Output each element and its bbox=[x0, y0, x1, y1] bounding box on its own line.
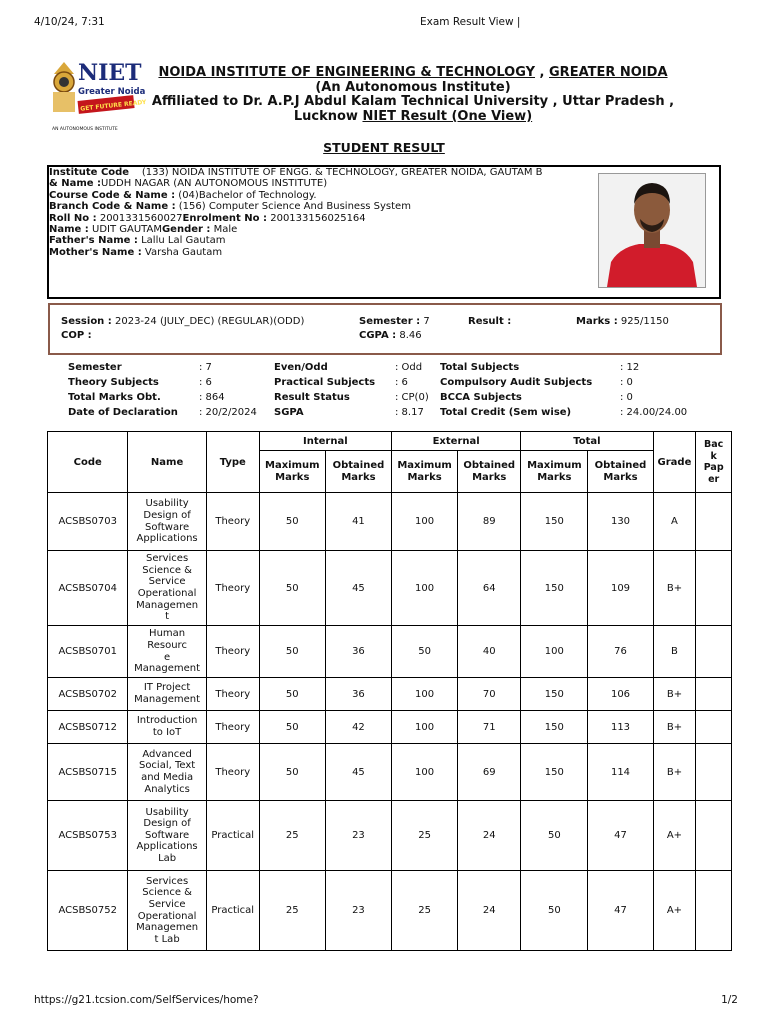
location-prefix: Lucknow bbox=[293, 108, 358, 124]
grade: B+ bbox=[653, 551, 696, 626]
subject-type: Theory bbox=[206, 493, 259, 551]
subject-name: Services Science & Service Operational Managemen t bbox=[128, 551, 206, 626]
header-internal-max: Maximum Marks bbox=[259, 451, 325, 493]
student-name-label: Name : bbox=[49, 224, 89, 236]
internal-max: 50 bbox=[259, 493, 325, 551]
table-row bbox=[48, 678, 732, 711]
subject-type: Theory bbox=[206, 626, 259, 678]
header-name: Name bbox=[128, 432, 206, 493]
total-max: 50 bbox=[521, 801, 588, 871]
header-total: Total bbox=[521, 432, 653, 451]
session-label: Session : bbox=[61, 316, 112, 327]
institute-code-label: Institute Code bbox=[49, 167, 130, 178]
external-max: 50 bbox=[392, 626, 458, 678]
subject-type: Theory bbox=[206, 551, 259, 626]
cgpa-label: CGPA : bbox=[359, 330, 397, 341]
subject-name: IT Project Management bbox=[128, 678, 206, 711]
external-obtained: 70 bbox=[458, 678, 521, 711]
roll-label: Roll No : bbox=[49, 212, 97, 224]
subject-code: ACSBS0752 bbox=[48, 871, 128, 951]
grade: A+ bbox=[653, 871, 696, 951]
external-max: 100 bbox=[392, 744, 458, 801]
marks-table-body bbox=[48, 493, 732, 951]
subject-type: Theory bbox=[206, 711, 259, 744]
internal-obtained: 42 bbox=[325, 711, 391, 744]
summary-evenodd-value: : Odd bbox=[395, 362, 423, 373]
student-info-box bbox=[47, 165, 721, 299]
header-internal: Internal bbox=[259, 432, 391, 451]
subject-type: Practical bbox=[206, 801, 259, 871]
institute-city: GREATER NOIDA bbox=[549, 65, 668, 80]
internal-max: 50 bbox=[259, 626, 325, 678]
summary-result-status-value: : CP(0) bbox=[395, 392, 429, 403]
summary-declaration-value: : 20/2/2024 bbox=[199, 407, 257, 418]
affiliation-line: Affiliated to Dr. A.P.J Abdul Kalam Technical University , Uttar Pradesh , bbox=[151, 94, 675, 109]
total-max: 150 bbox=[521, 711, 588, 744]
institute-separator: , bbox=[535, 65, 550, 80]
subject-type: Practical bbox=[206, 871, 259, 951]
table-row bbox=[48, 711, 732, 744]
header-external-max: Maximum Marks bbox=[392, 451, 458, 493]
external-obtained: 64 bbox=[458, 551, 521, 626]
internal-obtained: 23 bbox=[325, 801, 391, 871]
logo-wordmark: NIET bbox=[78, 60, 142, 86]
subject-name: Usability Design of Software Applications Lab bbox=[128, 801, 206, 871]
summary-row bbox=[68, 392, 708, 407]
summary-row bbox=[68, 407, 708, 422]
branch-value: (156) Computer Science And Business System bbox=[178, 201, 411, 213]
internal-obtained: 36 bbox=[325, 678, 391, 711]
result-label: Result : bbox=[468, 316, 512, 327]
summary-evenodd-label: Even/Odd bbox=[274, 362, 328, 373]
logo-caption: AN AUTONOMOUS INSTITUTE bbox=[52, 127, 118, 132]
session-value: 2023-24 (JULY_DEC) (REGULAR)(ODD) bbox=[114, 316, 305, 327]
enrol-value: 200133156025164 bbox=[270, 212, 366, 224]
external-obtained: 40 bbox=[458, 626, 521, 678]
semester-summary bbox=[68, 362, 708, 422]
summary-practical-value: : 6 bbox=[395, 377, 408, 388]
total-obtained: 47 bbox=[588, 801, 653, 871]
header-back-paper: Bac k Pap er bbox=[696, 432, 732, 493]
total-max: 150 bbox=[521, 678, 588, 711]
mother-value: Varsha Gautam bbox=[144, 246, 223, 258]
total-obtained: 47 bbox=[588, 871, 653, 951]
student-photo bbox=[598, 173, 706, 288]
total-max: 150 bbox=[521, 493, 588, 551]
subject-code: ACSBS0753 bbox=[48, 801, 128, 871]
internal-max: 25 bbox=[259, 871, 325, 951]
total-obtained: 106 bbox=[588, 678, 653, 711]
table-row bbox=[48, 871, 732, 951]
internal-obtained: 41 bbox=[325, 493, 391, 551]
back-paper bbox=[696, 801, 732, 871]
summary-semester-label: Semester bbox=[68, 362, 122, 373]
internal-max: 25 bbox=[259, 801, 325, 871]
total-obtained: 130 bbox=[588, 493, 653, 551]
header-internal-obtained: Obtained Marks bbox=[325, 451, 391, 493]
institute-heading bbox=[138, 66, 688, 124]
institute-name-value: UDDH NAGAR (AN AUTONOMOUS INSTITUTE) bbox=[101, 178, 328, 190]
internal-max: 50 bbox=[259, 551, 325, 626]
back-paper bbox=[696, 871, 732, 951]
cgpa-value: 8.46 bbox=[399, 330, 422, 341]
subject-type: Theory bbox=[206, 744, 259, 801]
total-max: 50 bbox=[521, 871, 588, 951]
niet-result-link[interactable]: NIET Result (One View) bbox=[362, 108, 533, 124]
subject-type: Theory bbox=[206, 678, 259, 711]
back-paper bbox=[696, 711, 732, 744]
total-obtained: 109 bbox=[588, 551, 653, 626]
summary-sgpa-value: : 8.17 bbox=[395, 407, 424, 418]
external-obtained: 24 bbox=[458, 801, 521, 871]
summary-semester-value: : 7 bbox=[199, 362, 212, 373]
summary-practical-label: Practical Subjects bbox=[274, 377, 376, 388]
subject-name: Services Science & Service Operational Managemen t Lab bbox=[128, 871, 206, 951]
internal-obtained: 45 bbox=[325, 744, 391, 801]
back-paper bbox=[696, 626, 732, 678]
subject-code: ACSBS0701 bbox=[48, 626, 128, 678]
print-datetime: 4/10/24, 7:31 bbox=[34, 16, 105, 28]
summary-credit-label: Total Credit (Sem wise) bbox=[440, 407, 572, 418]
marks-value: 925/1150 bbox=[620, 316, 669, 327]
grade: A bbox=[653, 493, 696, 551]
session-summary-box bbox=[48, 303, 722, 355]
grade: B+ bbox=[653, 744, 696, 801]
niet-logo bbox=[50, 58, 147, 136]
subject-code: ACSBS0704 bbox=[48, 551, 128, 626]
table-row bbox=[48, 626, 732, 678]
institute-name: NOIDA INSTITUTE OF ENGINEERING & TECHNOLOGY bbox=[158, 65, 536, 80]
grade: B+ bbox=[653, 711, 696, 744]
external-max: 100 bbox=[392, 551, 458, 626]
subject-code: ACSBS0712 bbox=[48, 711, 128, 744]
logo-subtext: Greater Noida bbox=[78, 87, 146, 97]
student-info-text bbox=[49, 167, 579, 258]
total-max: 150 bbox=[521, 744, 588, 801]
external-obtained: 89 bbox=[458, 493, 521, 551]
table-row bbox=[48, 551, 732, 626]
logo-tagline: GET FUTURE READY bbox=[80, 98, 147, 113]
back-paper bbox=[696, 551, 732, 626]
external-max: 25 bbox=[392, 801, 458, 871]
subject-name: Introduction to IoT bbox=[128, 711, 206, 744]
internal-max: 50 bbox=[259, 711, 325, 744]
external-obtained: 69 bbox=[458, 744, 521, 801]
external-max: 100 bbox=[392, 493, 458, 551]
summary-declaration-label: Date of Declaration bbox=[68, 407, 178, 418]
internal-max: 50 bbox=[259, 678, 325, 711]
subject-code: ACSBS0702 bbox=[48, 678, 128, 711]
institute-code-value: (133) NOIDA INSTITUTE OF ENGG. & TECHNOLOGY, GREATER NOIDA, GAUTAM B bbox=[141, 167, 543, 178]
header-external: External bbox=[392, 432, 521, 451]
back-paper bbox=[696, 744, 732, 801]
summary-credit-value: : 24.00/24.00 bbox=[620, 407, 688, 418]
page-number: 1/2 bbox=[721, 994, 738, 1006]
internal-max: 50 bbox=[259, 744, 325, 801]
internal-obtained: 45 bbox=[325, 551, 391, 626]
subject-name: Usability Design of Software Applications bbox=[128, 493, 206, 551]
header-grade: Grade bbox=[653, 432, 696, 493]
summary-audit-label: Compulsory Audit Subjects bbox=[440, 377, 593, 388]
header-code: Code bbox=[48, 432, 128, 493]
print-url: https://g21.tcsion.com/SelfServices/home? bbox=[34, 994, 259, 1006]
summary-total-subjects-label: Total Subjects bbox=[440, 362, 520, 373]
page-title: STUDENT RESULT bbox=[323, 140, 445, 155]
gender-label: Gender : bbox=[161, 224, 211, 236]
semester-label: Semester : bbox=[359, 316, 421, 327]
enrol-label: Enrolment No : bbox=[182, 212, 268, 224]
table-row bbox=[48, 744, 732, 801]
branch-label: Branch Code & Name : bbox=[49, 201, 176, 213]
gender-value: Male bbox=[213, 224, 238, 236]
subject-name: Advanced Social, Text and Media Analytics bbox=[128, 744, 206, 801]
header-type: Type bbox=[206, 432, 259, 493]
autonomous-label: (An Autonomous Institute) bbox=[315, 79, 511, 95]
grade: B+ bbox=[653, 678, 696, 711]
total-obtained: 113 bbox=[588, 711, 653, 744]
father-label: Father's Name : bbox=[49, 235, 138, 247]
external-obtained: 24 bbox=[458, 871, 521, 951]
cop-label: COP : bbox=[61, 330, 92, 341]
back-paper bbox=[696, 678, 732, 711]
semester-value: 7 bbox=[423, 316, 430, 327]
grade: B bbox=[653, 626, 696, 678]
header-total-max: Maximum Marks bbox=[521, 451, 588, 493]
external-max: 25 bbox=[392, 871, 458, 951]
course-value: (04)Bachelor of Technology. bbox=[178, 189, 317, 201]
summary-theory-label: Theory Subjects bbox=[68, 377, 159, 388]
grade: A+ bbox=[653, 801, 696, 871]
summary-total-marks-label: Total Marks Obt. bbox=[68, 392, 161, 403]
roll-value: 2001331560027 bbox=[99, 212, 183, 224]
print-page-title: Exam Result View | bbox=[420, 16, 521, 28]
summary-sgpa-label: SGPA bbox=[274, 407, 304, 418]
external-max: 100 bbox=[392, 711, 458, 744]
summary-row bbox=[68, 377, 708, 392]
summary-bcca-value: : 0 bbox=[620, 392, 633, 403]
total-obtained: 76 bbox=[588, 626, 653, 678]
total-obtained: 114 bbox=[588, 744, 653, 801]
subject-code: ACSBS0703 bbox=[48, 493, 128, 551]
header-total-obtained: Obtained Marks bbox=[588, 451, 653, 493]
table-row bbox=[48, 801, 732, 871]
summary-audit-value: : 0 bbox=[620, 377, 633, 388]
mother-label: Mother's Name : bbox=[49, 246, 142, 258]
summary-bcca-label: BCCA Subjects bbox=[440, 392, 522, 403]
back-paper bbox=[696, 493, 732, 551]
father-value: Lallu Lal Gautam bbox=[141, 235, 226, 247]
internal-obtained: 23 bbox=[325, 871, 391, 951]
external-obtained: 71 bbox=[458, 711, 521, 744]
summary-row bbox=[68, 362, 708, 377]
total-max: 100 bbox=[521, 626, 588, 678]
marks-table bbox=[47, 431, 732, 951]
summary-result-status-label: Result Status bbox=[274, 392, 350, 403]
course-label: Course Code & Name : bbox=[49, 189, 176, 201]
summary-theory-value: : 6 bbox=[199, 377, 212, 388]
student-name-value: UDIT GAUTAM bbox=[92, 224, 162, 236]
table-row bbox=[48, 493, 732, 551]
header-external-obtained: Obtained Marks bbox=[458, 451, 521, 493]
total-max: 150 bbox=[521, 551, 588, 626]
subject-code: ACSBS0715 bbox=[48, 744, 128, 801]
marks-label: Marks : bbox=[576, 316, 618, 327]
internal-obtained: 36 bbox=[325, 626, 391, 678]
external-max: 100 bbox=[392, 678, 458, 711]
subject-name: Human Resourc e Management bbox=[128, 626, 206, 678]
summary-total-marks-value: : 864 bbox=[199, 392, 225, 403]
summary-total-subjects-value: : 12 bbox=[620, 362, 640, 373]
institute-name-label: & Name : bbox=[49, 178, 102, 190]
